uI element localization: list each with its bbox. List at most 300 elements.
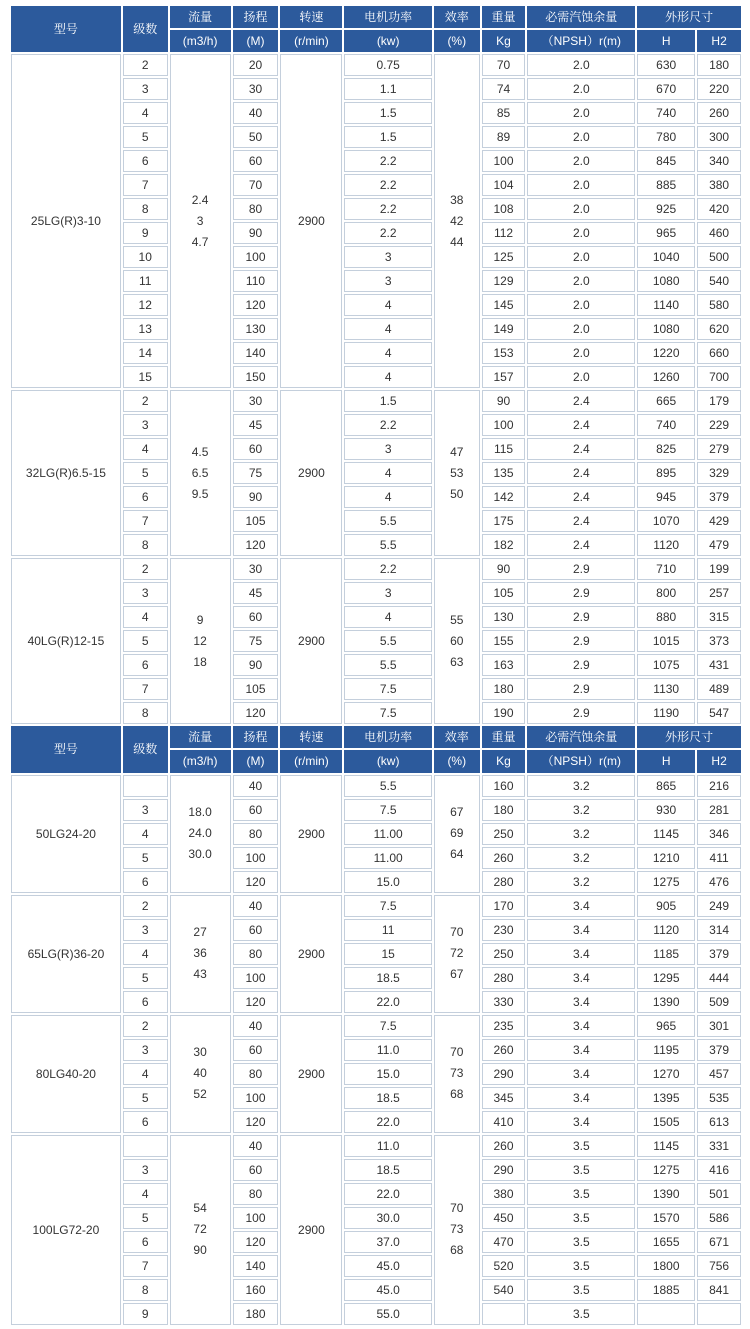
flow-cell bbox=[170, 558, 231, 724]
efficiency-cell-value: 68 bbox=[450, 1243, 464, 1258]
height-h-cell: 1120 bbox=[637, 919, 695, 941]
power-cell: 37.0 bbox=[344, 1231, 431, 1253]
height-h-cell: 670 bbox=[637, 78, 695, 100]
npsh-cell: 2.4 bbox=[527, 486, 635, 508]
height-h-cell: 665 bbox=[637, 390, 695, 412]
flow-cell bbox=[170, 895, 231, 1013]
weight-cell: 330 bbox=[482, 991, 526, 1013]
height-h2-cell: 420 bbox=[697, 198, 741, 220]
head-cell: 150 bbox=[233, 366, 279, 388]
weight-cell: 160 bbox=[482, 775, 526, 797]
height-h2-cell: 346 bbox=[697, 823, 741, 845]
npsh-cell: 3.5 bbox=[527, 1159, 635, 1181]
stage-cell: 7 bbox=[123, 1255, 168, 1277]
stage-cell: 4 bbox=[123, 1183, 168, 1205]
height-h-cell: 1275 bbox=[637, 1159, 695, 1181]
head-cell: 90 bbox=[233, 654, 279, 676]
stage-cell: 9 bbox=[123, 1303, 168, 1325]
head-cell: 120 bbox=[233, 871, 279, 893]
weight-cell: 250 bbox=[482, 823, 526, 845]
stage-cell: 2 bbox=[123, 558, 168, 580]
flow-cell bbox=[170, 1015, 231, 1133]
weight-cell: 70 bbox=[482, 54, 526, 76]
weight-cell: 163 bbox=[482, 654, 526, 676]
power-cell: 5.5 bbox=[344, 510, 431, 532]
height-h2-cell: 179 bbox=[697, 390, 741, 412]
head-cell: 60 bbox=[233, 606, 279, 628]
weight-cell: 180 bbox=[482, 799, 526, 821]
stage-cell: 7 bbox=[123, 510, 168, 532]
npsh-cell: 2.9 bbox=[527, 558, 635, 580]
head-cell: 60 bbox=[233, 150, 279, 172]
weight-cell: 250 bbox=[482, 943, 526, 965]
power-cell: 22.0 bbox=[344, 991, 431, 1013]
header-speed-unit: (r/min) bbox=[280, 750, 342, 772]
stage-cell: 4 bbox=[123, 943, 168, 965]
weight-cell bbox=[482, 1303, 526, 1325]
stage-cell: 4 bbox=[123, 102, 168, 124]
header-weight-unit: Kg bbox=[482, 750, 526, 772]
head-cell: 80 bbox=[233, 1183, 279, 1205]
weight-cell: 129 bbox=[482, 270, 526, 292]
height-h-cell: 865 bbox=[637, 775, 695, 797]
power-cell: 4 bbox=[344, 486, 431, 508]
head-cell: 180 bbox=[233, 1303, 279, 1325]
weight-cell: 345 bbox=[482, 1087, 526, 1109]
head-cell: 120 bbox=[233, 991, 279, 1013]
flow-cell-value: 2.4 bbox=[191, 192, 209, 207]
header-flow: 流量 bbox=[170, 726, 231, 748]
flow-cell-value: 6.5 bbox=[191, 465, 209, 480]
flow-cell-value: 24.0 bbox=[188, 826, 212, 841]
height-h-cell: 800 bbox=[637, 582, 695, 604]
power-cell: 45.0 bbox=[344, 1255, 431, 1277]
height-h2-cell: 535 bbox=[697, 1087, 741, 1109]
stage-cell: 8 bbox=[123, 702, 168, 724]
table-row bbox=[11, 54, 741, 76]
stage-cell: 15 bbox=[123, 366, 168, 388]
weight-cell: 260 bbox=[482, 1135, 526, 1157]
height-h-cell: 880 bbox=[637, 606, 695, 628]
head-cell: 100 bbox=[233, 246, 279, 268]
speed-cell: 2900 bbox=[280, 390, 342, 556]
npsh-cell: 3.2 bbox=[527, 847, 635, 869]
npsh-cell: 3.2 bbox=[527, 775, 635, 797]
table-header-row bbox=[11, 6, 741, 28]
head-cell: 130 bbox=[233, 318, 279, 340]
model-cell: 65LG(R)36-20 bbox=[11, 895, 121, 1013]
power-cell: 4 bbox=[344, 462, 431, 484]
height-h-cell: 1080 bbox=[637, 270, 695, 292]
flow-cell-value: 18.0 bbox=[188, 805, 212, 820]
stage-cell: 3 bbox=[123, 414, 168, 436]
stage-cell: 5 bbox=[123, 126, 168, 148]
head-cell: 45 bbox=[233, 414, 279, 436]
npsh-cell: 3.5 bbox=[527, 1303, 635, 1325]
power-cell: 15.0 bbox=[344, 871, 431, 893]
model-cell: 40LG(R)12-15 bbox=[11, 558, 121, 724]
flow-cell-value: 30 bbox=[193, 1045, 207, 1060]
header-speed-unit: (r/min) bbox=[280, 30, 342, 52]
height-h-cell: 1505 bbox=[637, 1111, 695, 1133]
head-cell: 50 bbox=[233, 126, 279, 148]
header-head: 扬程 bbox=[233, 6, 279, 28]
height-h2-cell: 279 bbox=[697, 438, 741, 460]
npsh-cell: 2.0 bbox=[527, 102, 635, 124]
weight-cell: 105 bbox=[482, 582, 526, 604]
height-h-cell: 1885 bbox=[637, 1279, 695, 1301]
head-cell: 100 bbox=[233, 1207, 279, 1229]
npsh-cell: 3.4 bbox=[527, 1111, 635, 1133]
height-h2-cell: 416 bbox=[697, 1159, 741, 1181]
stage-cell: 12 bbox=[123, 294, 168, 316]
flow-cell-value: 4.7 bbox=[191, 234, 209, 249]
power-cell: 3 bbox=[344, 246, 431, 268]
height-h-cell bbox=[637, 1303, 695, 1325]
stage-cell: 5 bbox=[123, 630, 168, 652]
flow-cell bbox=[170, 1135, 231, 1325]
height-h-cell: 1080 bbox=[637, 318, 695, 340]
head-cell: 105 bbox=[233, 678, 279, 700]
stage-cell: 5 bbox=[123, 847, 168, 869]
power-cell: 1.5 bbox=[344, 102, 431, 124]
height-h-cell: 740 bbox=[637, 414, 695, 436]
power-cell: 11.00 bbox=[344, 823, 431, 845]
stage-cell: 3 bbox=[123, 1159, 168, 1181]
header-head-unit: (M) bbox=[233, 30, 279, 52]
head-cell: 80 bbox=[233, 943, 279, 965]
header-weight-unit: Kg bbox=[482, 30, 526, 52]
power-cell: 1.5 bbox=[344, 126, 431, 148]
head-cell: 160 bbox=[233, 1279, 279, 1301]
weight-cell: 142 bbox=[482, 486, 526, 508]
efficiency-cell-value: 68 bbox=[450, 1087, 464, 1102]
flow-cell-value: 90 bbox=[193, 1243, 207, 1258]
stage-cell: 4 bbox=[123, 606, 168, 628]
power-cell: 7.5 bbox=[344, 1015, 431, 1037]
height-h2-cell: 380 bbox=[697, 174, 741, 196]
head-cell: 100 bbox=[233, 847, 279, 869]
head-cell: 60 bbox=[233, 438, 279, 460]
header-head-unit: (M) bbox=[233, 750, 279, 772]
npsh-cell: 2.9 bbox=[527, 702, 635, 724]
head-cell: 75 bbox=[233, 630, 279, 652]
flow-cell-value: 4.5 bbox=[191, 444, 209, 459]
power-cell: 11.00 bbox=[344, 847, 431, 869]
weight-cell: 182 bbox=[482, 534, 526, 556]
height-h-cell: 1075 bbox=[637, 654, 695, 676]
power-cell: 0.75 bbox=[344, 54, 431, 76]
power-cell: 7.5 bbox=[344, 678, 431, 700]
npsh-cell: 3.4 bbox=[527, 967, 635, 989]
weight-cell: 290 bbox=[482, 1063, 526, 1085]
power-cell: 1.5 bbox=[344, 390, 431, 412]
power-cell: 45.0 bbox=[344, 1279, 431, 1301]
header-npsh-unit: （NPSH）r(m) bbox=[527, 30, 635, 52]
stage-cell: 10 bbox=[123, 246, 168, 268]
weight-cell: 540 bbox=[482, 1279, 526, 1301]
flow-cell-value: 12 bbox=[193, 633, 207, 648]
weight-cell: 108 bbox=[482, 198, 526, 220]
npsh-cell: 2.4 bbox=[527, 390, 635, 412]
head-cell: 20 bbox=[233, 54, 279, 76]
header-npsh: 必需汽蚀余量 bbox=[527, 6, 635, 28]
stage-cell: 3 bbox=[123, 1039, 168, 1061]
speed-cell: 2900 bbox=[280, 1015, 342, 1133]
head-cell: 120 bbox=[233, 702, 279, 724]
efficiency-cell bbox=[434, 558, 480, 724]
header-power-unit: (kw) bbox=[344, 750, 431, 772]
weight-cell: 175 bbox=[482, 510, 526, 532]
npsh-cell: 3.2 bbox=[527, 799, 635, 821]
height-h-cell: 630 bbox=[637, 54, 695, 76]
stage-cell bbox=[123, 1135, 168, 1157]
efficiency-cell-value: 53 bbox=[450, 465, 464, 480]
power-cell: 22.0 bbox=[344, 1183, 431, 1205]
height-h-cell: 1070 bbox=[637, 510, 695, 532]
height-h2-cell: 756 bbox=[697, 1255, 741, 1277]
npsh-cell: 3.5 bbox=[527, 1231, 635, 1253]
height-h2-cell: 489 bbox=[697, 678, 741, 700]
power-cell: 5.5 bbox=[344, 630, 431, 652]
efficiency-cell-value: 67 bbox=[450, 805, 464, 820]
efficiency-cell-value: 70 bbox=[450, 1045, 464, 1060]
stage-cell: 3 bbox=[123, 582, 168, 604]
stage-cell: 5 bbox=[123, 1207, 168, 1229]
height-h-cell: 1275 bbox=[637, 871, 695, 893]
weight-cell: 130 bbox=[482, 606, 526, 628]
height-h2-cell: 586 bbox=[697, 1207, 741, 1229]
height-h-cell: 1140 bbox=[637, 294, 695, 316]
speed-cell: 2900 bbox=[280, 1135, 342, 1325]
efficiency-cell-value: 55 bbox=[450, 612, 464, 627]
weight-cell: 90 bbox=[482, 390, 526, 412]
stage-cell: 2 bbox=[123, 54, 168, 76]
power-cell: 2.2 bbox=[344, 198, 431, 220]
power-cell: 7.5 bbox=[344, 702, 431, 724]
height-h2-cell: 660 bbox=[697, 342, 741, 364]
stage-cell: 4 bbox=[123, 823, 168, 845]
stage-cell: 6 bbox=[123, 486, 168, 508]
head-cell: 40 bbox=[233, 1135, 279, 1157]
height-h2-cell: 547 bbox=[697, 702, 741, 724]
stage-cell: 13 bbox=[123, 318, 168, 340]
height-h2-cell: 229 bbox=[697, 414, 741, 436]
npsh-cell: 3.2 bbox=[527, 871, 635, 893]
head-cell: 110 bbox=[233, 270, 279, 292]
weight-cell: 135 bbox=[482, 462, 526, 484]
model-cell: 100LG72-20 bbox=[11, 1135, 121, 1325]
power-cell: 2.2 bbox=[344, 150, 431, 172]
weight-cell: 235 bbox=[482, 1015, 526, 1037]
height-h2-cell: 329 bbox=[697, 462, 741, 484]
height-h2-cell: 315 bbox=[697, 606, 741, 628]
weight-cell: 190 bbox=[482, 702, 526, 724]
weight-cell: 470 bbox=[482, 1231, 526, 1253]
height-h-cell: 1570 bbox=[637, 1207, 695, 1229]
head-cell: 100 bbox=[233, 967, 279, 989]
efficiency-cell bbox=[434, 895, 480, 1013]
height-h-cell: 1145 bbox=[637, 823, 695, 845]
height-h2-cell: 411 bbox=[697, 847, 741, 869]
weight-cell: 260 bbox=[482, 1039, 526, 1061]
npsh-cell: 3.5 bbox=[527, 1255, 635, 1277]
weight-cell: 157 bbox=[482, 366, 526, 388]
height-h2-cell: 249 bbox=[697, 895, 741, 917]
height-h2-cell: 540 bbox=[697, 270, 741, 292]
height-h-cell: 1260 bbox=[637, 366, 695, 388]
table-row bbox=[11, 558, 741, 580]
power-cell: 55.0 bbox=[344, 1303, 431, 1325]
flow-cell-value: 54 bbox=[193, 1201, 207, 1216]
power-cell: 30.0 bbox=[344, 1207, 431, 1229]
header-npsh-unit: （NPSH）r(m) bbox=[527, 750, 635, 772]
head-cell: 100 bbox=[233, 1087, 279, 1109]
efficiency-cell-value: 38 bbox=[450, 192, 464, 207]
height-h2-cell: 216 bbox=[697, 775, 741, 797]
flow-cell-value: 52 bbox=[193, 1087, 207, 1102]
weight-cell: 100 bbox=[482, 414, 526, 436]
model-cell: 80LG40-20 bbox=[11, 1015, 121, 1133]
flow-cell bbox=[170, 54, 231, 388]
table-row bbox=[11, 390, 741, 412]
stage-cell: 7 bbox=[123, 678, 168, 700]
model-cell: 25LG(R)3-10 bbox=[11, 54, 121, 388]
height-h2-cell: 300 bbox=[697, 126, 741, 148]
height-h-cell: 1270 bbox=[637, 1063, 695, 1085]
height-h2-cell: 620 bbox=[697, 318, 741, 340]
height-h-cell: 825 bbox=[637, 438, 695, 460]
height-h-cell: 965 bbox=[637, 222, 695, 244]
npsh-cell: 3.4 bbox=[527, 919, 635, 941]
stage-cell: 8 bbox=[123, 534, 168, 556]
stage-cell: 11 bbox=[123, 270, 168, 292]
height-h2-cell: 373 bbox=[697, 630, 741, 652]
height-h2-cell: 331 bbox=[697, 1135, 741, 1157]
power-cell: 4 bbox=[344, 294, 431, 316]
head-cell: 45 bbox=[233, 582, 279, 604]
head-cell: 90 bbox=[233, 222, 279, 244]
height-h-cell: 1655 bbox=[637, 1231, 695, 1253]
head-cell: 120 bbox=[233, 1231, 279, 1253]
head-cell: 75 bbox=[233, 462, 279, 484]
power-cell: 18.5 bbox=[344, 1159, 431, 1181]
flow-cell-value: 40 bbox=[193, 1066, 207, 1081]
power-cell: 5.5 bbox=[344, 534, 431, 556]
stage-cell: 2 bbox=[123, 390, 168, 412]
efficiency-cell bbox=[434, 54, 480, 388]
header-flow-unit: (m3/h) bbox=[170, 750, 231, 772]
power-cell: 3 bbox=[344, 438, 431, 460]
header-efficiency: 效率 bbox=[434, 726, 480, 748]
stage-cell: 8 bbox=[123, 1279, 168, 1301]
npsh-cell: 2.9 bbox=[527, 654, 635, 676]
head-cell: 90 bbox=[233, 486, 279, 508]
power-cell: 4 bbox=[344, 366, 431, 388]
head-cell: 60 bbox=[233, 1159, 279, 1181]
header-efficiency-unit: (%) bbox=[434, 30, 480, 52]
power-cell: 15 bbox=[344, 943, 431, 965]
height-h-cell: 1390 bbox=[637, 1183, 695, 1205]
height-h-cell: 780 bbox=[637, 126, 695, 148]
height-h-cell: 1210 bbox=[637, 847, 695, 869]
header-power: 电机功率 bbox=[344, 6, 431, 28]
header-head: 扬程 bbox=[233, 726, 279, 748]
header-dim-h: H bbox=[637, 750, 695, 772]
height-h-cell: 965 bbox=[637, 1015, 695, 1037]
npsh-cell: 2.9 bbox=[527, 606, 635, 628]
head-cell: 105 bbox=[233, 510, 279, 532]
npsh-cell: 3.5 bbox=[527, 1207, 635, 1229]
head-cell: 60 bbox=[233, 919, 279, 941]
efficiency-cell-value: 73 bbox=[450, 1222, 464, 1237]
head-cell: 120 bbox=[233, 1111, 279, 1133]
height-h2-cell: 429 bbox=[697, 510, 741, 532]
header-dim-h2: H2 bbox=[697, 750, 741, 772]
height-h2-cell: 580 bbox=[697, 294, 741, 316]
weight-cell: 85 bbox=[482, 102, 526, 124]
weight-cell: 290 bbox=[482, 1159, 526, 1181]
stage-cell: 3 bbox=[123, 799, 168, 821]
efficiency-cell bbox=[434, 1135, 480, 1325]
height-h-cell: 1185 bbox=[637, 943, 695, 965]
efficiency-cell-value: 63 bbox=[450, 654, 464, 669]
stage-cell: 4 bbox=[123, 1063, 168, 1085]
efficiency-cell-value: 42 bbox=[450, 213, 464, 228]
npsh-cell: 2.4 bbox=[527, 414, 635, 436]
weight-cell: 155 bbox=[482, 630, 526, 652]
head-cell: 80 bbox=[233, 823, 279, 845]
power-cell: 2.2 bbox=[344, 174, 431, 196]
npsh-cell: 2.0 bbox=[527, 174, 635, 196]
weight-cell: 280 bbox=[482, 967, 526, 989]
npsh-cell: 2.0 bbox=[527, 294, 635, 316]
height-h2-cell: 841 bbox=[697, 1279, 741, 1301]
head-cell: 30 bbox=[233, 78, 279, 100]
height-h-cell: 740 bbox=[637, 102, 695, 124]
stage-cell: 6 bbox=[123, 150, 168, 172]
weight-cell: 380 bbox=[482, 1183, 526, 1205]
height-h-cell: 885 bbox=[637, 174, 695, 196]
npsh-cell: 2.0 bbox=[527, 198, 635, 220]
header-dim-h2: H2 bbox=[697, 30, 741, 52]
height-h-cell: 1145 bbox=[637, 1135, 695, 1157]
header-speed: 转速 bbox=[280, 726, 342, 748]
head-cell: 120 bbox=[233, 534, 279, 556]
stage-cell: 4 bbox=[123, 438, 168, 460]
stage-cell: 3 bbox=[123, 919, 168, 941]
flow-cell-value: 9.5 bbox=[191, 486, 209, 501]
efficiency-cell-value: 67 bbox=[450, 967, 464, 982]
weight-cell: 104 bbox=[482, 174, 526, 196]
height-h-cell: 1295 bbox=[637, 967, 695, 989]
npsh-cell: 3.5 bbox=[527, 1135, 635, 1157]
flow-cell-value: 3 bbox=[196, 213, 204, 228]
flow-cell-value: 9 bbox=[196, 612, 204, 627]
stage-cell: 7 bbox=[123, 174, 168, 196]
height-h2-cell: 613 bbox=[697, 1111, 741, 1133]
npsh-cell: 3.4 bbox=[527, 943, 635, 965]
npsh-cell: 2.0 bbox=[527, 222, 635, 244]
height-h2-cell: 671 bbox=[697, 1231, 741, 1253]
header-dim-h: H bbox=[637, 30, 695, 52]
npsh-cell: 3.4 bbox=[527, 1063, 635, 1085]
height-h-cell: 1130 bbox=[637, 678, 695, 700]
height-h2-cell: 457 bbox=[697, 1063, 741, 1085]
efficiency-cell-value: 69 bbox=[450, 826, 464, 841]
header-flow: 流量 bbox=[170, 6, 231, 28]
speed-cell: 2900 bbox=[280, 54, 342, 388]
